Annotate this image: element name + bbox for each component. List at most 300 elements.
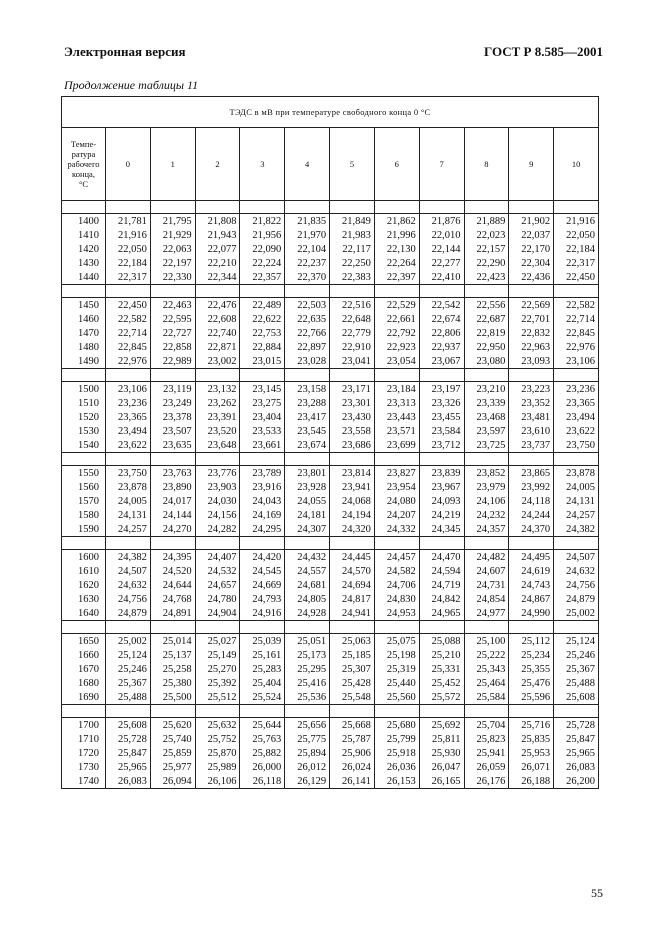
emf-value-cell: 25,608 xyxy=(106,718,151,733)
emf-value-cell: 24,118 xyxy=(509,494,554,508)
emf-value-cell: 21,996 xyxy=(374,228,419,242)
emf-value-cell: 23,584 xyxy=(419,424,464,438)
emf-value-cell: 22,910 xyxy=(330,340,375,354)
spacer-cell xyxy=(62,621,106,634)
table-row xyxy=(62,256,599,270)
emf-value-cell: 24,830 xyxy=(374,592,419,606)
emf-value-cell: 24,644 xyxy=(150,578,195,592)
emf-value-cell: 25,428 xyxy=(330,676,375,690)
emf-value-cell: 24,357 xyxy=(464,522,509,537)
temperature-cell: 1630 xyxy=(62,592,106,606)
emf-value-cell: 25,500 xyxy=(150,690,195,705)
emf-value-cell: 23,558 xyxy=(330,424,375,438)
emf-value-cell: 22,622 xyxy=(240,312,285,326)
emf-value-cell: 23,301 xyxy=(330,396,375,410)
emf-value-cell: 22,144 xyxy=(419,242,464,256)
emf-value-cell: 25,380 xyxy=(150,676,195,690)
emf-value-cell: 24,244 xyxy=(509,508,554,522)
table-row xyxy=(62,326,599,340)
emf-value-cell: 26,059 xyxy=(464,760,509,774)
emf-value-cell: 25,763 xyxy=(240,732,285,746)
spacer-cell xyxy=(374,201,419,214)
temperature-cell: 1510 xyxy=(62,396,106,410)
emf-value-cell: 24,731 xyxy=(464,578,509,592)
emf-value-cell: 25,728 xyxy=(106,732,151,746)
emf-value-cell: 23,378 xyxy=(150,410,195,424)
emf-value-cell: 23,827 xyxy=(374,466,419,481)
emf-value-cell: 21,889 xyxy=(464,214,509,229)
emf-value-cell: 24,017 xyxy=(150,494,195,508)
emf-value-cell: 22,023 xyxy=(464,228,509,242)
emf-value-cell: 25,161 xyxy=(240,648,285,662)
emf-value-cell: 25,246 xyxy=(106,662,151,676)
emf-value-cell: 23,890 xyxy=(150,480,195,494)
emf-value-cell: 22,010 xyxy=(419,228,464,242)
emf-value-cell: 25,283 xyxy=(240,662,285,676)
spacer-cell xyxy=(150,285,195,298)
emf-value-cell: 24,904 xyxy=(195,606,240,621)
emf-value-cell: 25,847 xyxy=(106,746,151,760)
spacer-cell xyxy=(330,537,375,550)
emf-value-cell: 21,956 xyxy=(240,228,285,242)
emf-value-cell: 24,657 xyxy=(195,578,240,592)
emf-value-cell: 25,536 xyxy=(285,690,330,705)
emf-value-cell: 25,728 xyxy=(554,718,599,733)
spacer-cell xyxy=(554,285,599,298)
emf-value-cell: 25,198 xyxy=(374,648,419,662)
table-caption: Продолжение таблицы 11 xyxy=(64,78,199,92)
spacer-cell xyxy=(62,369,106,382)
emf-value-cell: 23,326 xyxy=(419,396,464,410)
emf-value-cell: 25,941 xyxy=(464,746,509,760)
emf-value-cell: 25,847 xyxy=(554,732,599,746)
emf-value-cell: 23,674 xyxy=(285,438,330,453)
spacer-cell xyxy=(285,453,330,466)
emf-value-cell: 22,157 xyxy=(464,242,509,256)
column-header: 3 xyxy=(240,128,285,201)
emf-value-cell: 25,039 xyxy=(240,634,285,649)
emf-value-cell: 24,594 xyxy=(419,564,464,578)
spacer-cell xyxy=(419,201,464,214)
emf-value-cell: 25,234 xyxy=(509,648,554,662)
emf-value-cell: 22,976 xyxy=(554,340,599,354)
emf-value-cell: 22,845 xyxy=(106,340,151,354)
emf-value-cell: 24,557 xyxy=(285,564,330,578)
emf-value-cell: 25,075 xyxy=(374,634,419,649)
emf-value-cell: 24,965 xyxy=(419,606,464,621)
emf-value-cell: 23,015 xyxy=(240,354,285,369)
emf-value-cell: 22,063 xyxy=(150,242,195,256)
emf-value-cell: 25,656 xyxy=(285,718,330,733)
emf-value-cell: 21,849 xyxy=(330,214,375,229)
spacer-cell xyxy=(509,201,554,214)
emf-value-cell: 25,222 xyxy=(464,648,509,662)
table-row xyxy=(62,214,599,229)
emf-value-cell: 25,512 xyxy=(195,690,240,705)
emf-value-cell: 23,992 xyxy=(509,480,554,494)
emf-value-cell: 23,661 xyxy=(240,438,285,453)
emf-value-cell: 25,027 xyxy=(195,634,240,649)
table-row xyxy=(62,396,599,410)
spacer-cell xyxy=(554,201,599,214)
emf-value-cell: 25,953 xyxy=(509,746,554,760)
emf-value-cell: 22,037 xyxy=(509,228,554,242)
emf-value-cell: 23,699 xyxy=(374,438,419,453)
emf-value-cell: 23,814 xyxy=(330,466,375,481)
emf-value-cell: 23,839 xyxy=(419,466,464,481)
emf-value-cell: 23,106 xyxy=(106,382,151,397)
emf-value-cell: 25,596 xyxy=(509,690,554,705)
emf-value-cell: 23,275 xyxy=(240,396,285,410)
emf-value-cell: 25,270 xyxy=(195,662,240,676)
emf-value-cell: 22,210 xyxy=(195,256,240,270)
emf-value-cell: 24,632 xyxy=(554,564,599,578)
emf-value-cell: 24,420 xyxy=(240,550,285,565)
emf-value-cell: 22,397 xyxy=(374,270,419,285)
temperature-cell: 1540 xyxy=(62,438,106,453)
emf-value-cell: 24,005 xyxy=(554,480,599,494)
emf-value-cell: 23,865 xyxy=(509,466,554,481)
table-body xyxy=(62,201,599,789)
emf-value-cell: 25,137 xyxy=(150,648,195,662)
emf-value-cell: 23,080 xyxy=(464,354,509,369)
corner-line: конца, xyxy=(72,169,95,179)
emf-value-cell: 24,953 xyxy=(374,606,419,621)
spacer-cell xyxy=(419,705,464,718)
emf-value-cell: 23,750 xyxy=(106,466,151,481)
temperature-cell: 1620 xyxy=(62,578,106,592)
emf-value-cell: 24,817 xyxy=(330,592,375,606)
header-standard-code: ГОСТ Р 8.585—2001 xyxy=(484,44,603,59)
emf-value-cell: 23,455 xyxy=(419,410,464,424)
emf-value-cell: 22,806 xyxy=(419,326,464,340)
spacer-cell xyxy=(106,453,151,466)
spacer-cell xyxy=(374,705,419,718)
emf-value-cell: 26,071 xyxy=(509,760,554,774)
emf-value-cell: 23,597 xyxy=(464,424,509,438)
emf-value-cell: 26,094 xyxy=(150,774,195,789)
emf-value-cell: 24,030 xyxy=(195,494,240,508)
emf-value-cell: 21,795 xyxy=(150,214,195,229)
emf-value-cell: 23,236 xyxy=(106,396,151,410)
temperature-cell: 1400 xyxy=(62,214,106,229)
emf-value-cell: 22,117 xyxy=(330,242,375,256)
emf-value-cell: 22,197 xyxy=(150,256,195,270)
emf-value-cell: 22,976 xyxy=(106,354,151,369)
spacer-cell xyxy=(195,285,240,298)
emf-value-cell: 22,884 xyxy=(240,340,285,354)
emf-value-cell: 21,970 xyxy=(285,228,330,242)
emf-value-cell: 22,542 xyxy=(419,298,464,313)
table-row xyxy=(62,732,599,746)
emf-value-cell: 23,158 xyxy=(285,382,330,397)
emf-value-cell: 23,967 xyxy=(419,480,464,494)
table-row xyxy=(62,746,599,760)
emf-value-cell: 24,106 xyxy=(464,494,509,508)
emf-value-cell: 21,983 xyxy=(330,228,375,242)
emf-value-cell: 24,768 xyxy=(150,592,195,606)
emf-value-cell: 22,819 xyxy=(464,326,509,340)
emf-value-cell: 25,258 xyxy=(150,662,195,676)
emf-value-cell: 25,704 xyxy=(464,718,509,733)
emf-value-cell: 25,343 xyxy=(464,662,509,676)
emf-value-cell: 23,712 xyxy=(419,438,464,453)
emf-value-cell: 23,106 xyxy=(554,354,599,369)
spacer-cell xyxy=(554,453,599,466)
emf-value-cell: 22,779 xyxy=(330,326,375,340)
emf-value-cell: 23,249 xyxy=(150,396,195,410)
emf-value-cell: 23,494 xyxy=(106,424,151,438)
emf-value-cell: 22,674 xyxy=(419,312,464,326)
emf-value-cell: 22,237 xyxy=(285,256,330,270)
emf-value-cell: 23,067 xyxy=(419,354,464,369)
emf-value-cell: 25,989 xyxy=(195,760,240,774)
emf-value-cell: 22,582 xyxy=(554,298,599,313)
emf-value-cell: 23,801 xyxy=(285,466,330,481)
emf-value-cell: 24,681 xyxy=(285,578,330,592)
emf-value-cell: 24,520 xyxy=(150,564,195,578)
corner-line: ратура xyxy=(71,149,96,159)
emf-value-cell: 25,965 xyxy=(106,760,151,774)
emf-value-cell: 22,503 xyxy=(285,298,330,313)
emf-value-cell: 22,516 xyxy=(330,298,375,313)
emf-value-cell: 23,132 xyxy=(195,382,240,397)
emf-value-cell: 21,929 xyxy=(150,228,195,242)
spacer-cell xyxy=(106,369,151,382)
emf-value-cell: 23,622 xyxy=(554,424,599,438)
temperature-column-header xyxy=(62,128,106,201)
temperature-cell: 1670 xyxy=(62,662,106,676)
emf-value-cell: 22,529 xyxy=(374,298,419,313)
spacer-cell xyxy=(285,537,330,550)
emf-value-cell: 24,194 xyxy=(330,508,375,522)
column-header: 9 xyxy=(509,128,554,201)
spacer-cell xyxy=(509,453,554,466)
temperature-cell: 1640 xyxy=(62,606,106,621)
table-row xyxy=(62,410,599,424)
spacer-cell xyxy=(240,537,285,550)
emf-value-cell: 23,443 xyxy=(374,410,419,424)
emf-value-cell: 25,416 xyxy=(285,676,330,690)
emf-value-cell: 26,024 xyxy=(330,760,375,774)
emf-value-cell: 25,051 xyxy=(285,634,330,649)
emf-value-cell: 26,153 xyxy=(374,774,419,789)
temperature-cell: 1580 xyxy=(62,508,106,522)
emf-value-cell: 24,916 xyxy=(240,606,285,621)
thermo-emf-table xyxy=(61,96,599,789)
emf-value-cell: 24,043 xyxy=(240,494,285,508)
group-spacer xyxy=(62,537,599,550)
spacer-cell xyxy=(150,453,195,466)
temperature-cell: 1520 xyxy=(62,410,106,424)
emf-value-cell: 25,775 xyxy=(285,732,330,746)
column-header: 1 xyxy=(150,128,195,201)
emf-value-cell: 22,792 xyxy=(374,326,419,340)
emf-value-cell: 23,725 xyxy=(464,438,509,453)
group-spacer xyxy=(62,201,599,214)
spacer-cell xyxy=(285,285,330,298)
temperature-cell: 1570 xyxy=(62,494,106,508)
spacer-cell xyxy=(464,537,509,550)
emf-value-cell: 22,753 xyxy=(240,326,285,340)
emf-value-cell: 24,257 xyxy=(554,508,599,522)
header-edition-label: Электронная версия xyxy=(64,44,186,59)
table-title: ТЭДС в мВ при температуре свободного конца 0 °С xyxy=(62,97,599,128)
emf-value-cell: 26,083 xyxy=(106,774,151,789)
temperature-cell: 1550 xyxy=(62,466,106,481)
emf-value-cell: 24,080 xyxy=(374,494,419,508)
spacer-cell xyxy=(240,285,285,298)
emf-value-cell: 25,185 xyxy=(330,648,375,662)
emf-value-cell: 22,050 xyxy=(554,228,599,242)
emf-value-cell: 25,823 xyxy=(464,732,509,746)
emf-value-cell: 23,002 xyxy=(195,354,240,369)
emf-value-cell: 23,533 xyxy=(240,424,285,438)
temperature-cell: 1450 xyxy=(62,298,106,313)
emf-value-cell: 23,494 xyxy=(554,410,599,424)
emf-value-cell: 24,706 xyxy=(374,578,419,592)
emf-value-cell: 22,317 xyxy=(554,256,599,270)
emf-value-cell: 25,548 xyxy=(330,690,375,705)
temperature-cell: 1480 xyxy=(62,340,106,354)
emf-value-cell: 26,047 xyxy=(419,760,464,774)
corner-line: Темпе- xyxy=(70,139,97,149)
emf-value-cell: 23,686 xyxy=(330,438,375,453)
emf-value-cell: 25,620 xyxy=(150,718,195,733)
emf-value-cell: 22,687 xyxy=(464,312,509,326)
emf-value-cell: 22,410 xyxy=(419,270,464,285)
emf-value-cell: 22,661 xyxy=(374,312,419,326)
emf-value-cell: 23,041 xyxy=(330,354,375,369)
emf-value-cell: 25,584 xyxy=(464,690,509,705)
emf-value-cell: 22,170 xyxy=(509,242,554,256)
spacer-cell xyxy=(419,453,464,466)
emf-value-cell: 24,854 xyxy=(464,592,509,606)
spacer-cell xyxy=(62,285,106,298)
temperature-cell: 1660 xyxy=(62,648,106,662)
table-row xyxy=(62,340,599,354)
emf-value-cell: 22,963 xyxy=(509,340,554,354)
spacer-cell xyxy=(330,201,375,214)
table-row xyxy=(62,466,599,481)
emf-value-cell: 25,367 xyxy=(554,662,599,676)
emf-value-cell: 25,882 xyxy=(240,746,285,760)
temperature-cell: 1600 xyxy=(62,550,106,565)
emf-value-cell: 22,370 xyxy=(285,270,330,285)
emf-value-cell: 25,977 xyxy=(150,760,195,774)
emf-value-cell: 21,916 xyxy=(106,228,151,242)
spacer-cell xyxy=(240,201,285,214)
column-header: 7 xyxy=(419,128,464,201)
emf-value-cell: 25,965 xyxy=(554,746,599,760)
emf-value-cell: 23,635 xyxy=(150,438,195,453)
emf-value-cell: 21,916 xyxy=(554,214,599,229)
emf-value-cell: 26,188 xyxy=(509,774,554,789)
group-spacer xyxy=(62,453,599,466)
emf-value-cell: 22,937 xyxy=(419,340,464,354)
emf-value-cell: 22,050 xyxy=(106,242,151,256)
column-header: 10 xyxy=(554,128,599,201)
spacer-cell xyxy=(150,369,195,382)
emf-value-cell: 25,870 xyxy=(195,746,240,760)
temperature-cell: 1740 xyxy=(62,774,106,789)
emf-value-cell: 23,571 xyxy=(374,424,419,438)
table-row xyxy=(62,648,599,662)
emf-value-cell: 22,608 xyxy=(195,312,240,326)
emf-value-cell: 25,560 xyxy=(374,690,419,705)
spacer-cell xyxy=(195,621,240,634)
emf-value-cell: 25,307 xyxy=(330,662,375,676)
emf-value-cell: 24,867 xyxy=(509,592,554,606)
spacer-cell xyxy=(285,621,330,634)
spacer-cell xyxy=(285,705,330,718)
emf-value-cell: 22,317 xyxy=(106,270,151,285)
emf-value-cell: 24,879 xyxy=(554,592,599,606)
table-row xyxy=(62,676,599,690)
table-row xyxy=(62,298,599,313)
emf-value-cell: 22,556 xyxy=(464,298,509,313)
emf-value-cell: 26,000 xyxy=(240,760,285,774)
emf-value-cell: 22,104 xyxy=(285,242,330,256)
corner-line: °С xyxy=(78,179,89,189)
spacer-cell xyxy=(509,369,554,382)
table-row xyxy=(62,550,599,565)
emf-value-cell: 24,570 xyxy=(330,564,375,578)
emf-value-cell: 25,210 xyxy=(419,648,464,662)
emf-value-cell: 24,282 xyxy=(195,522,240,537)
column-header: 6 xyxy=(374,128,419,201)
spacer-cell xyxy=(195,369,240,382)
temperature-cell: 1500 xyxy=(62,382,106,397)
emf-value-cell: 22,423 xyxy=(464,270,509,285)
corner-line: рабочего xyxy=(67,159,100,169)
spacer-cell xyxy=(374,285,419,298)
temperature-cell: 1650 xyxy=(62,634,106,649)
group-spacer xyxy=(62,621,599,634)
emf-value-cell: 23,928 xyxy=(285,480,330,494)
emf-value-cell: 24,793 xyxy=(240,592,285,606)
emf-value-cell: 25,835 xyxy=(509,732,554,746)
emf-value-cell: 25,295 xyxy=(285,662,330,676)
emf-value-cell: 24,495 xyxy=(509,550,554,565)
emf-value-cell: 24,607 xyxy=(464,564,509,578)
spacer-cell xyxy=(419,537,464,550)
emf-value-cell: 25,488 xyxy=(106,690,151,705)
temperature-cell: 1730 xyxy=(62,760,106,774)
emf-value-cell: 23,941 xyxy=(330,480,375,494)
emf-value-cell: 23,262 xyxy=(195,396,240,410)
emf-value-cell: 22,569 xyxy=(509,298,554,313)
spacer-cell xyxy=(150,201,195,214)
spacer-cell xyxy=(464,201,509,214)
emf-value-cell: 26,118 xyxy=(240,774,285,789)
emf-value-cell: 26,200 xyxy=(554,774,599,789)
column-header: 8 xyxy=(464,128,509,201)
emf-value-cell: 23,054 xyxy=(374,354,419,369)
temperature-cell: 1690 xyxy=(62,690,106,705)
emf-value-cell: 23,737 xyxy=(509,438,554,453)
emf-value-cell: 23,852 xyxy=(464,466,509,481)
emf-value-cell: 24,181 xyxy=(285,508,330,522)
emf-value-cell: 25,464 xyxy=(464,676,509,690)
emf-value-cell: 22,344 xyxy=(195,270,240,285)
emf-value-cell: 24,719 xyxy=(419,578,464,592)
emf-value-cell: 23,197 xyxy=(419,382,464,397)
emf-value-cell: 23,610 xyxy=(509,424,554,438)
table-row xyxy=(62,270,599,285)
table-row xyxy=(62,634,599,649)
emf-value-cell: 22,950 xyxy=(464,340,509,354)
